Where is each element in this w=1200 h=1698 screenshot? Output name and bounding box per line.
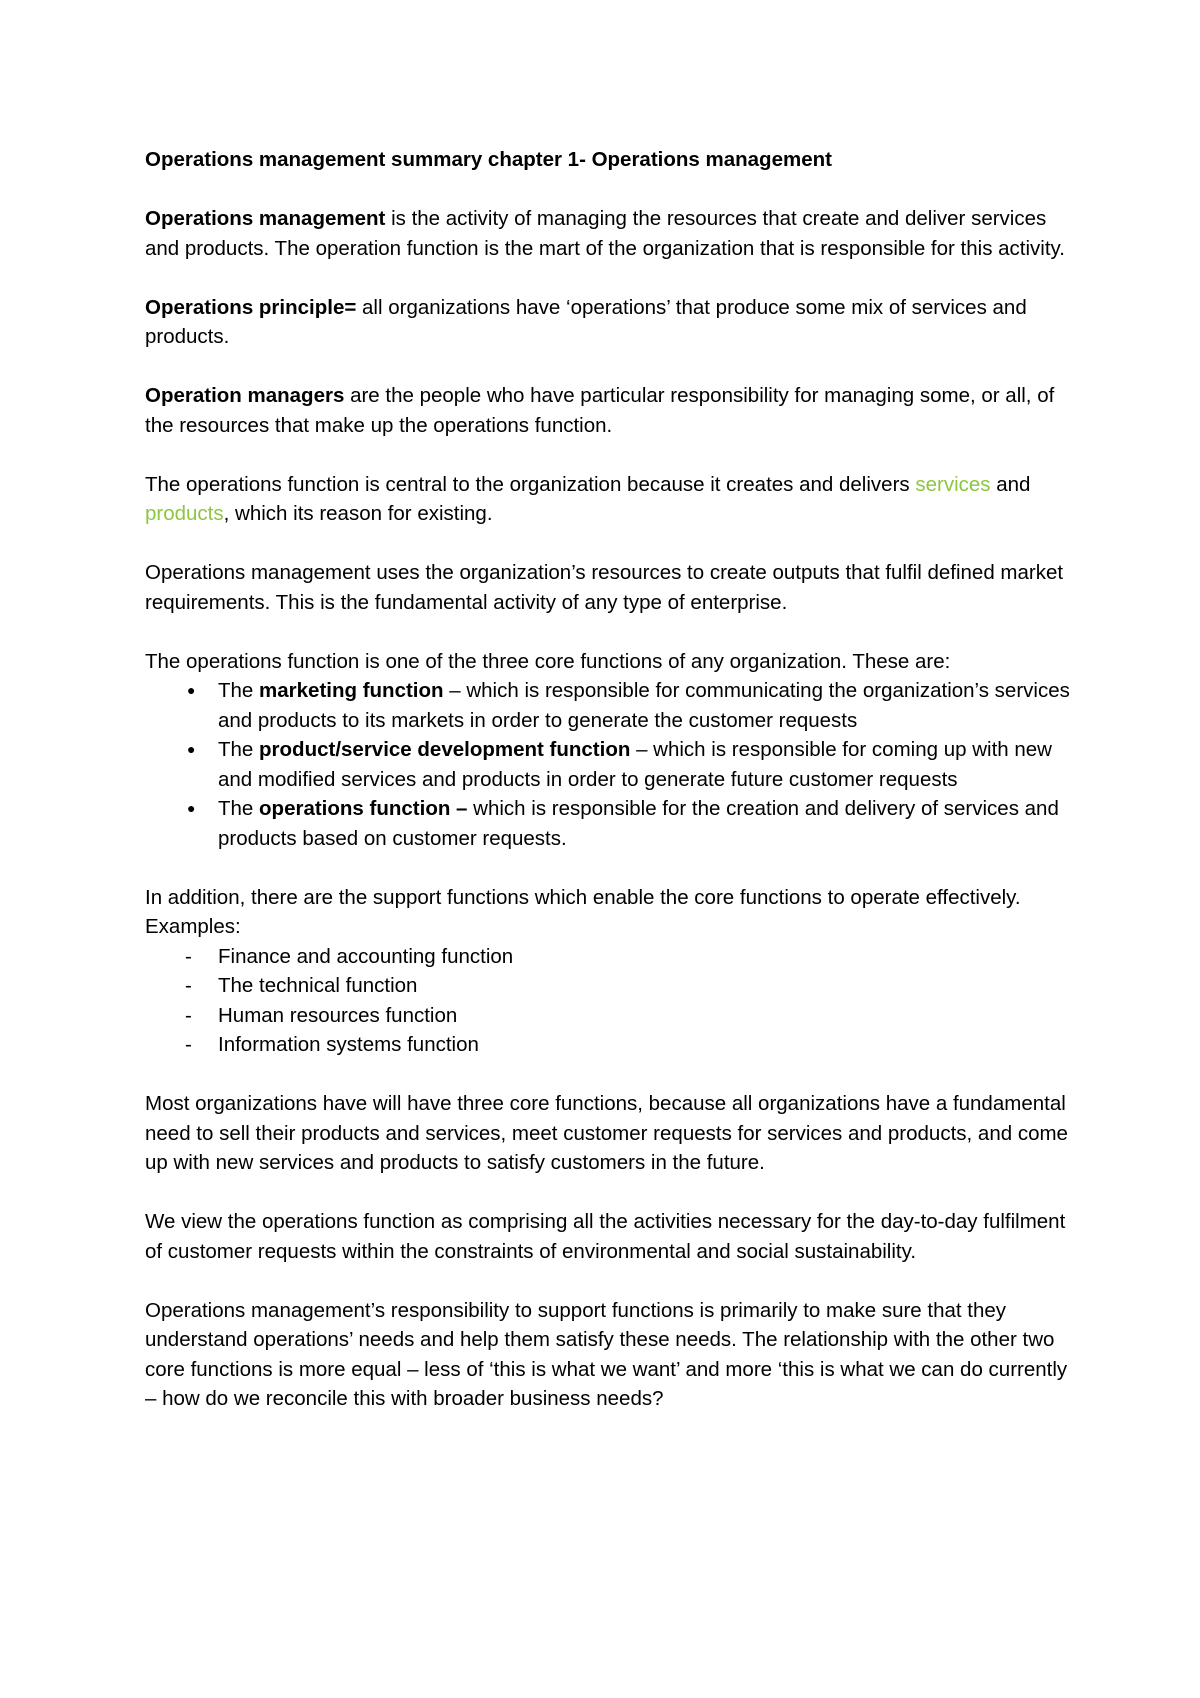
paragraph-text: is the activity of managing the resources that create and deliver services and products. The operation function is the mart of the organization that is responsible for this activity. — [145, 207, 1065, 260]
paragraph-text: all organizations have ‘operations’ that produce some mix of services and products. — [145, 295, 1027, 348]
paragraph-text: are the people who have particular responsibility for managing some, or all, of the resources that make up the operations function. — [145, 384, 1055, 437]
list-item: - The technical function — [145, 971, 1080, 1001]
paragraph-text: , which its reason for existing. — [223, 502, 493, 525]
paragraph-operation-managers — [145, 381, 1080, 440]
list-item: ● The marketing function – which is responsible for communicating the organization’s services and products to its markets in order to generate the customer requests — [145, 676, 1080, 735]
support-functions-intro: In addition, there are the support functions which enable the core functions to operate effectively. Examples: — [145, 885, 1021, 938]
paragraph-operations-principle — [145, 293, 1080, 352]
list-item: ● The product/service development function – which is responsible for coming up with new and modified services and products in order to generate future customer requests — [145, 735, 1080, 794]
document-title: Operations management summary chapter 1- Operations management — [145, 148, 832, 171]
core-functions-list — [145, 676, 1080, 853]
paragraph-resources: Operations management uses the organization’s resources to create outputs that fulfil defined market requirements. This is the fundamental activity of any type of enterprise. — [145, 561, 1064, 614]
support-functions-list — [145, 942, 1080, 1060]
document-body — [145, 145, 1080, 1443]
list-item: ● The operations function – which is responsible for the creation and delivery of services and products based on customer requests. — [145, 794, 1080, 853]
highlight-services: services — [915, 472, 991, 496]
list-item: - Finance and accounting function — [145, 942, 1080, 972]
paragraph-operations-management — [145, 204, 1080, 263]
term-operations-principle: Operations principle= — [145, 295, 357, 319]
list-item: - Information systems function — [145, 1030, 1080, 1060]
term-development-function: product/service development function — [259, 738, 631, 761]
term-operations-function: operations function – — [259, 797, 468, 820]
highlight-products: products — [145, 502, 224, 525]
paragraph-core-functions: Most organizations have will have three core functions, because all organizations have a fundamental need to sell their products and services, meet customer requests for services and products, and come up with new services and products to satisfy customers in the future. — [145, 1092, 1068, 1174]
paragraph-text: The operations function is central to the organization because it creates and delivers — [145, 472, 916, 496]
paragraph-central-function — [145, 470, 1080, 529]
paragraph-text: and — [990, 472, 1031, 496]
term-operation-managers: Operation managers — [145, 384, 345, 407]
paragraph-responsibility: Operations management’s responsibility to support functions is primarily to make sure that they understand operations’ needs and help them satisfy these needs. The relationship with the other two core functions is more equal – less of ‘this is what we want’ and more ‘this is what we can do currently – how do we reconcile this with broader business needs? — [145, 1298, 1068, 1410]
list-item: - Human resources function — [145, 1001, 1080, 1031]
term-operations-management: Operations management — [145, 207, 386, 230]
term-marketing-function: marketing function — [259, 679, 444, 702]
paragraph-operations-view: We view the operations function as comprising all the activities necessary for the day-to-day fulfilment of customer requests within the constraints of environmental and social sustainability. — [145, 1210, 1066, 1263]
core-functions-intro: The operations function is one of the three core functions of any organization. These are: — [145, 649, 951, 673]
